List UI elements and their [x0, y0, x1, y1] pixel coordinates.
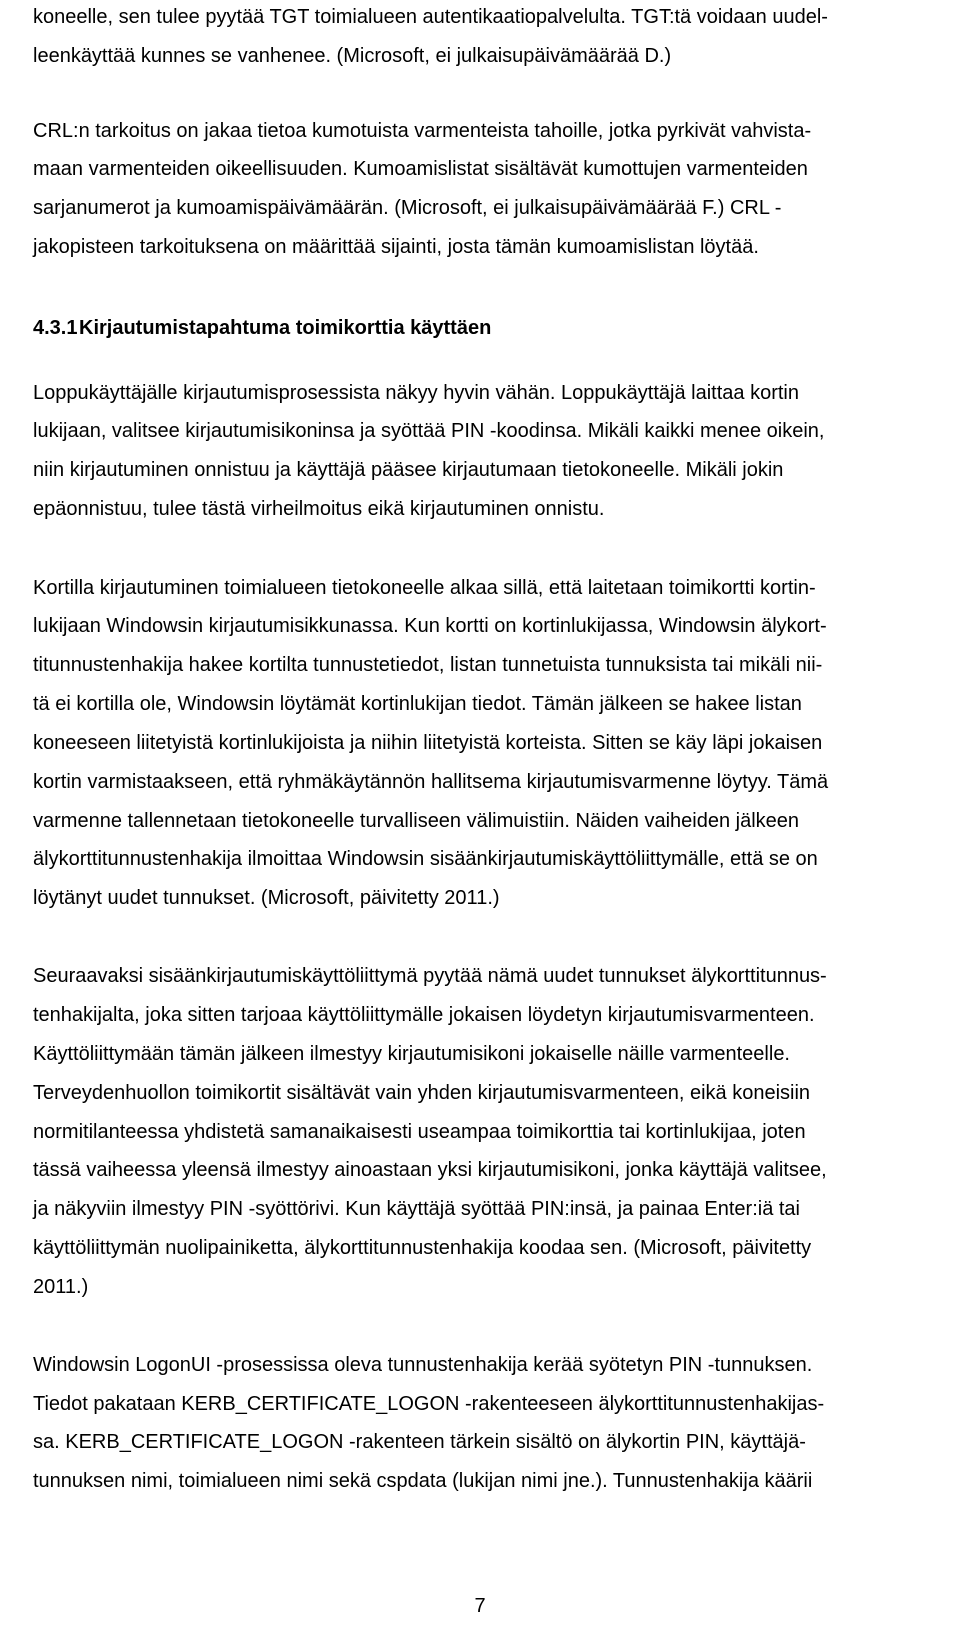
body-text-line: lukijaan, valitsee kirjautumisikoninsa ja syöttää PIN -koodinsa. Mikäli kaikki menee oikein, — [33, 420, 825, 442]
body-text-line: lukijaan Windowsin kirjautumisikkunassa. Kun kortti on kortinlukijassa, Windowsin älykort- — [33, 615, 827, 637]
body-text-line: niin kirjautuminen onnistuu ja käyttäjä pääsee kirjautumaan tietokoneelle. Mikäli jokin — [33, 459, 784, 481]
body-text-line: koneelle, sen tulee pyytää TGT toimialueen autentikaatiopalvelulta. TGT:tä voidaan uudel- — [33, 6, 828, 28]
body-text-line: Terveydenhuollon toimikortit sisältävät vain yhden kirjautumisvarmenteen, eikä koneisiin — [33, 1082, 811, 1104]
body-text-line: Seuraavaksi sisäänkirjautumiskäyttöliittymä pyytää nämä uudet tunnukset älykorttitunnus- — [33, 965, 827, 987]
body-text-line: löytänyt uudet tunnukset. (Microsoft, päivitetty 2011.) — [33, 887, 500, 909]
body-text-line: koneeseen liitetyistä kortinlukijoista ja niihin liitetyistä korteista. Sitten se käy läpi jokaisen — [33, 732, 823, 754]
body-text-line: käyttöliittymän nuolipainiketta, älykorttitunnustenhakija koodaa sen. (Microsoft, päivitetty — [33, 1237, 812, 1259]
body-text-line: varmenne tallennetaan tietokoneelle turvalliseen välimuistiin. Näiden vaiheiden jälkeen — [33, 810, 800, 832]
body-text-line: epäonnistuu, tulee tästä virheilmoitus eikä kirjautuminen onnistu. — [33, 498, 605, 520]
body-text-line: tunnuksen nimi, toimialueen nimi sekä cspdata (lukijan nimi jne.). Tunnustenhakija käärii — [33, 1470, 813, 1492]
section-title: Kirjautumistapahtuma toimikorttia käyttäen — [79, 317, 492, 339]
body-text-line: maan varmenteiden oikeellisuuden. Kumoamislistat sisältävät kumottujen varmenteiden — [33, 158, 808, 180]
body-text-line: Käyttöliittymään tämän jälkeen ilmestyy kirjautumisikoni jokaiselle näille varmenteelle. — [33, 1043, 790, 1065]
body-text-line: tässä vaiheessa yleensä ilmestyy ainoastaan yksi kirjautumisikoni, jonka käyttäjä valitsee, — [33, 1159, 827, 1181]
section-heading — [33, 316, 491, 340]
body-text-line: kortin varmistaakseen, että ryhmäkäytännön hallitsema kirjautumisvarmenne löytyy. Tämä — [33, 771, 829, 793]
body-text-line: Tiedot pakataan KERB_CERTIFICATE_LOGON -rakenteeseen älykorttitunnustenhakijas- — [33, 1393, 825, 1415]
body-text-line: normitilanteessa yhdistetä samanaikaisesti useampaa toimikorttia tai kortinlukijaa, joten — [33, 1121, 806, 1143]
body-text-line: Loppukäyttäjälle kirjautumisprosessista näkyy hyvin vähän. Loppukäyttäjä laittaa kortin — [33, 382, 799, 404]
section-number: 4.3.1 — [33, 317, 78, 339]
body-text-line: Windowsin LogonUI -prosessissa oleva tunnustenhakija kerää syötetyn PIN -tunnuksen. — [33, 1354, 813, 1376]
body-text-line: ja näkyviin ilmestyy PIN -syöttörivi. Kun käyttäjä syöttää PIN:insä, ja painaa Enter:iä tai — [33, 1198, 801, 1220]
body-text-line: titunnustenhakija hakee kortilta tunnustetiedot, listan tunnetuista tunnuksista tai mikäli nii- — [33, 654, 823, 676]
body-text-line: Kortilla kirjautuminen toimialueen tietokoneelle alkaa sillä, että laitetaan toimikortti kortin- — [33, 577, 816, 599]
body-text-line: jakopisteen tarkoituksena on määrittää sijainti, josta tämän kumoamislistan löytää. — [33, 236, 759, 258]
page-number: 7 — [474, 1595, 486, 1617]
body-text-line: älykorttitunnustenhakija ilmoittaa Windowsin sisäänkirjautumiskäyttöliittymälle, että se on — [33, 848, 818, 870]
body-text-line: leenkäyttää kunnes se vanhenee. (Microsoft, ei julkaisupäivämäärää D.) — [33, 45, 672, 67]
body-text-line: sarjanumerot ja kumoamispäivämäärän. (Microsoft, ei julkaisupäivämäärää F.) CRL - — [33, 197, 782, 219]
body-text-line: sa. KERB_CERTIFICATE_LOGON -rakenteen tärkein sisältö on älykortin PIN, käyttäjä- — [33, 1431, 806, 1453]
body-text-line: CRL:n tarkoitus on jakaa tietoa kumotuista varmenteista tahoille, jotka pyrkivät vahvista- — [33, 120, 812, 142]
body-text-line: tenhakijalta, joka sitten tarjoaa käyttöliittymälle jokaisen löydetyn kirjautumisvarmenteen. — [33, 1004, 815, 1026]
body-text-line: 2011.) — [33, 1276, 89, 1298]
body-text-line: tä ei kortilla ole, Windowsin löytämät kortinlukijan tiedot. Tämän jälkeen se hakee listan — [33, 693, 802, 715]
